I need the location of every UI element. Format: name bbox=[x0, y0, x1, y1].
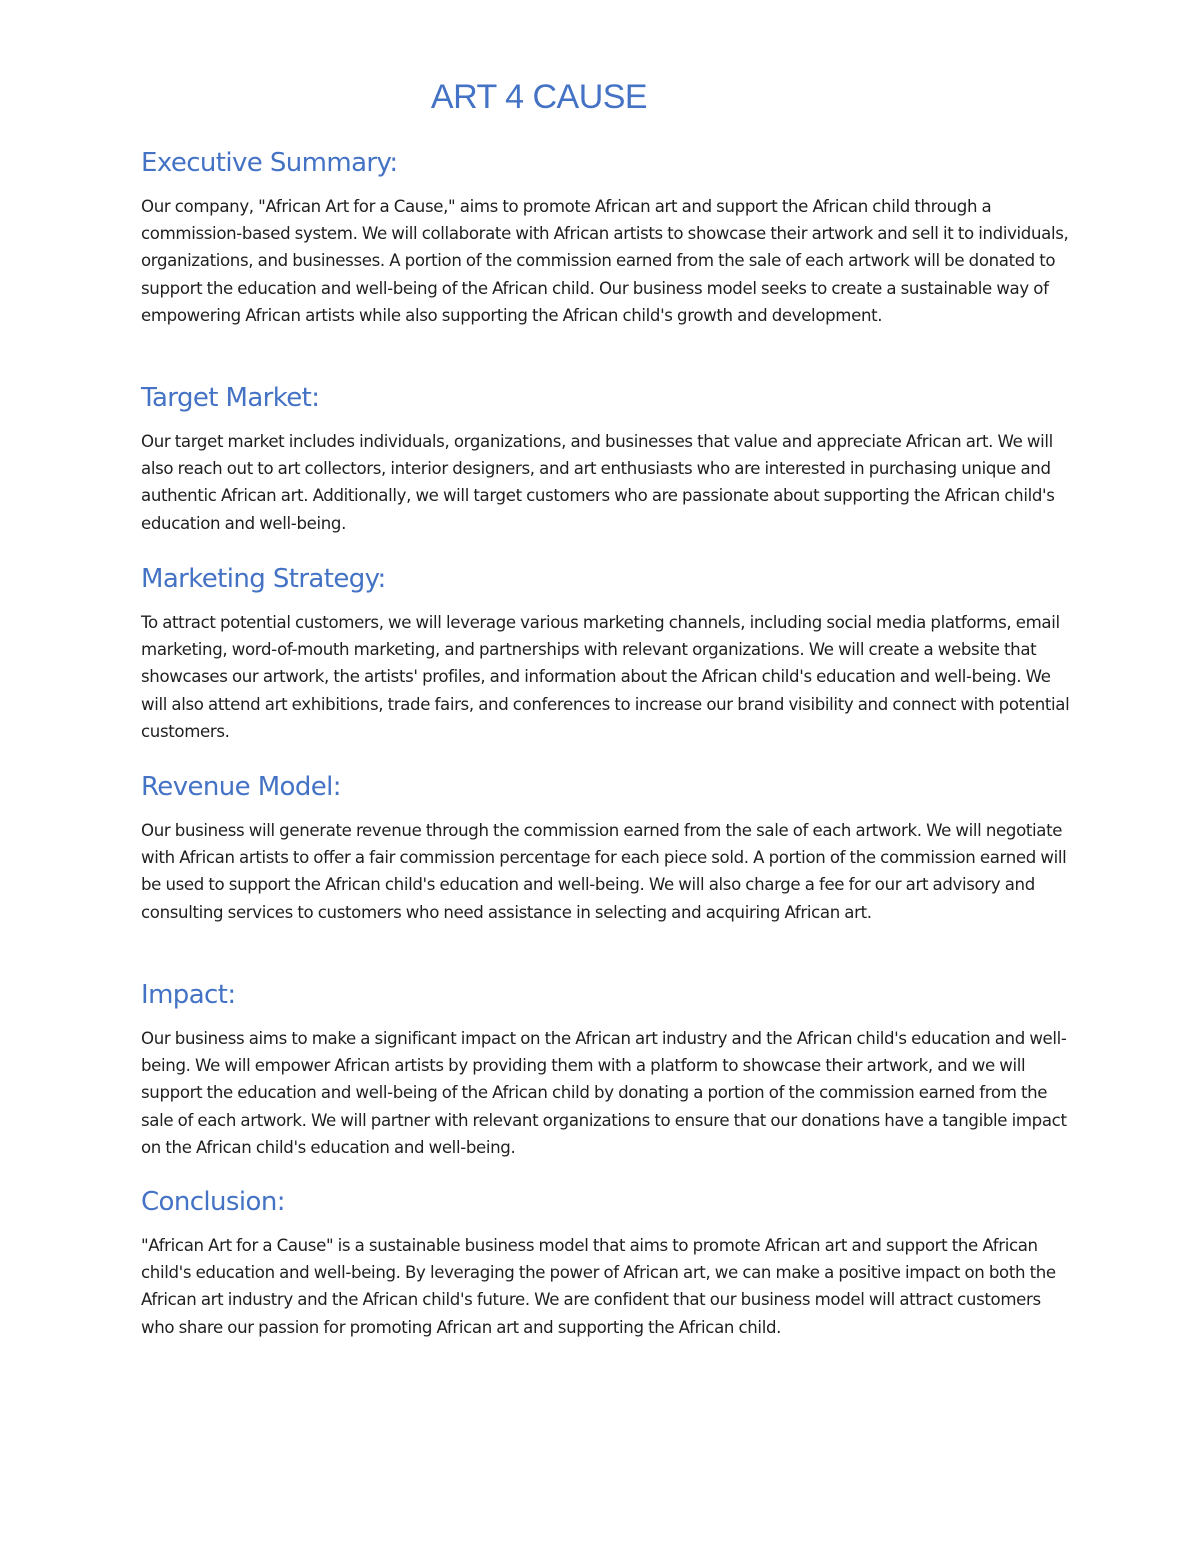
section-revenue-model bbox=[141, 769, 1071, 926]
section-body: Our business will generate revenue through the commission earned from the sale of each artwork. We will negotiate with African artists to offer a fair commission percentage for each piece sold. A portion of the commission earned will be used to support the African child's education and well-being. We will also charge a fee for our art advisory and consulting services to customers who need assistance in selecting and acquiring African art. bbox=[141, 821, 1067, 922]
section-body: Our business aims to make a significant impact on the African art industry and the African child's education and well-being. We will empower African artists by providing them with a platform to showcase their artwork, and we will support the education and well-being of the African child by donating a portion of the commission earned from the sale of each artwork. We will partner with relevant organizations to ensure that our donations have a tangible impact on the African child's education and well-being. bbox=[141, 1029, 1067, 1157]
section-heading: Target Market: bbox=[141, 383, 320, 413]
section-executive-summary bbox=[141, 145, 1071, 329]
section-heading: Executive Summary: bbox=[141, 148, 398, 178]
section-body: "African Art for a Cause" is a sustainable business model that aims to promote African art and support the African child's education and well-being. By leveraging the power of African art, we can make a positive impact on both the African art industry and the African child's future. We are confident that our business model will attract customers who share our passion for promoting African art and supporting the African child. bbox=[141, 1236, 1056, 1337]
section-target-market bbox=[141, 380, 1071, 537]
section-heading: Conclusion: bbox=[141, 1187, 285, 1217]
section-body: To attract potential customers, we will leverage various marketing channels, including social media platforms, email marketing, word-of-mouth marketing, and partnerships with relevant organizations. We will create a website that showcases our artwork, the artists' profiles, and information about the African child's education and well-being. We will also attend art exhibitions, trade fairs, and conferences to increase our brand visibility and connect with potential customers. bbox=[141, 613, 1070, 741]
section-body: Our target market includes individuals, organizations, and businesses that value and appreciate African art. We will also reach out to art collectors, interior designers, and art enthusiasts who are interested in purchasing unique and authentic African art. Additionally, we will target customers who are passionate about supporting the African child's education and well-being. bbox=[141, 432, 1055, 533]
section-conclusion bbox=[141, 1184, 1071, 1341]
section-impact bbox=[141, 977, 1071, 1161]
document-title: ART 4 CAUSE bbox=[430, 78, 648, 116]
section-heading: Impact: bbox=[141, 980, 236, 1010]
section-heading: Marketing Strategy: bbox=[141, 564, 386, 594]
section-heading: Revenue Model: bbox=[141, 772, 341, 802]
section-marketing-strategy bbox=[141, 561, 1071, 745]
section-body: Our company, "African Art for a Cause," aims to promote African art and support the African child through a commission-based system. We will collaborate with African artists to showcase their artwork and sell it to individuals, organizations, and businesses. A portion of the commission earned from the sale of each artwork will be donated to support the education and well-being of the African child. Our business model seeks to create a sustainable way of empowering African artists while also supporting the African child's growth and development. bbox=[141, 197, 1069, 325]
